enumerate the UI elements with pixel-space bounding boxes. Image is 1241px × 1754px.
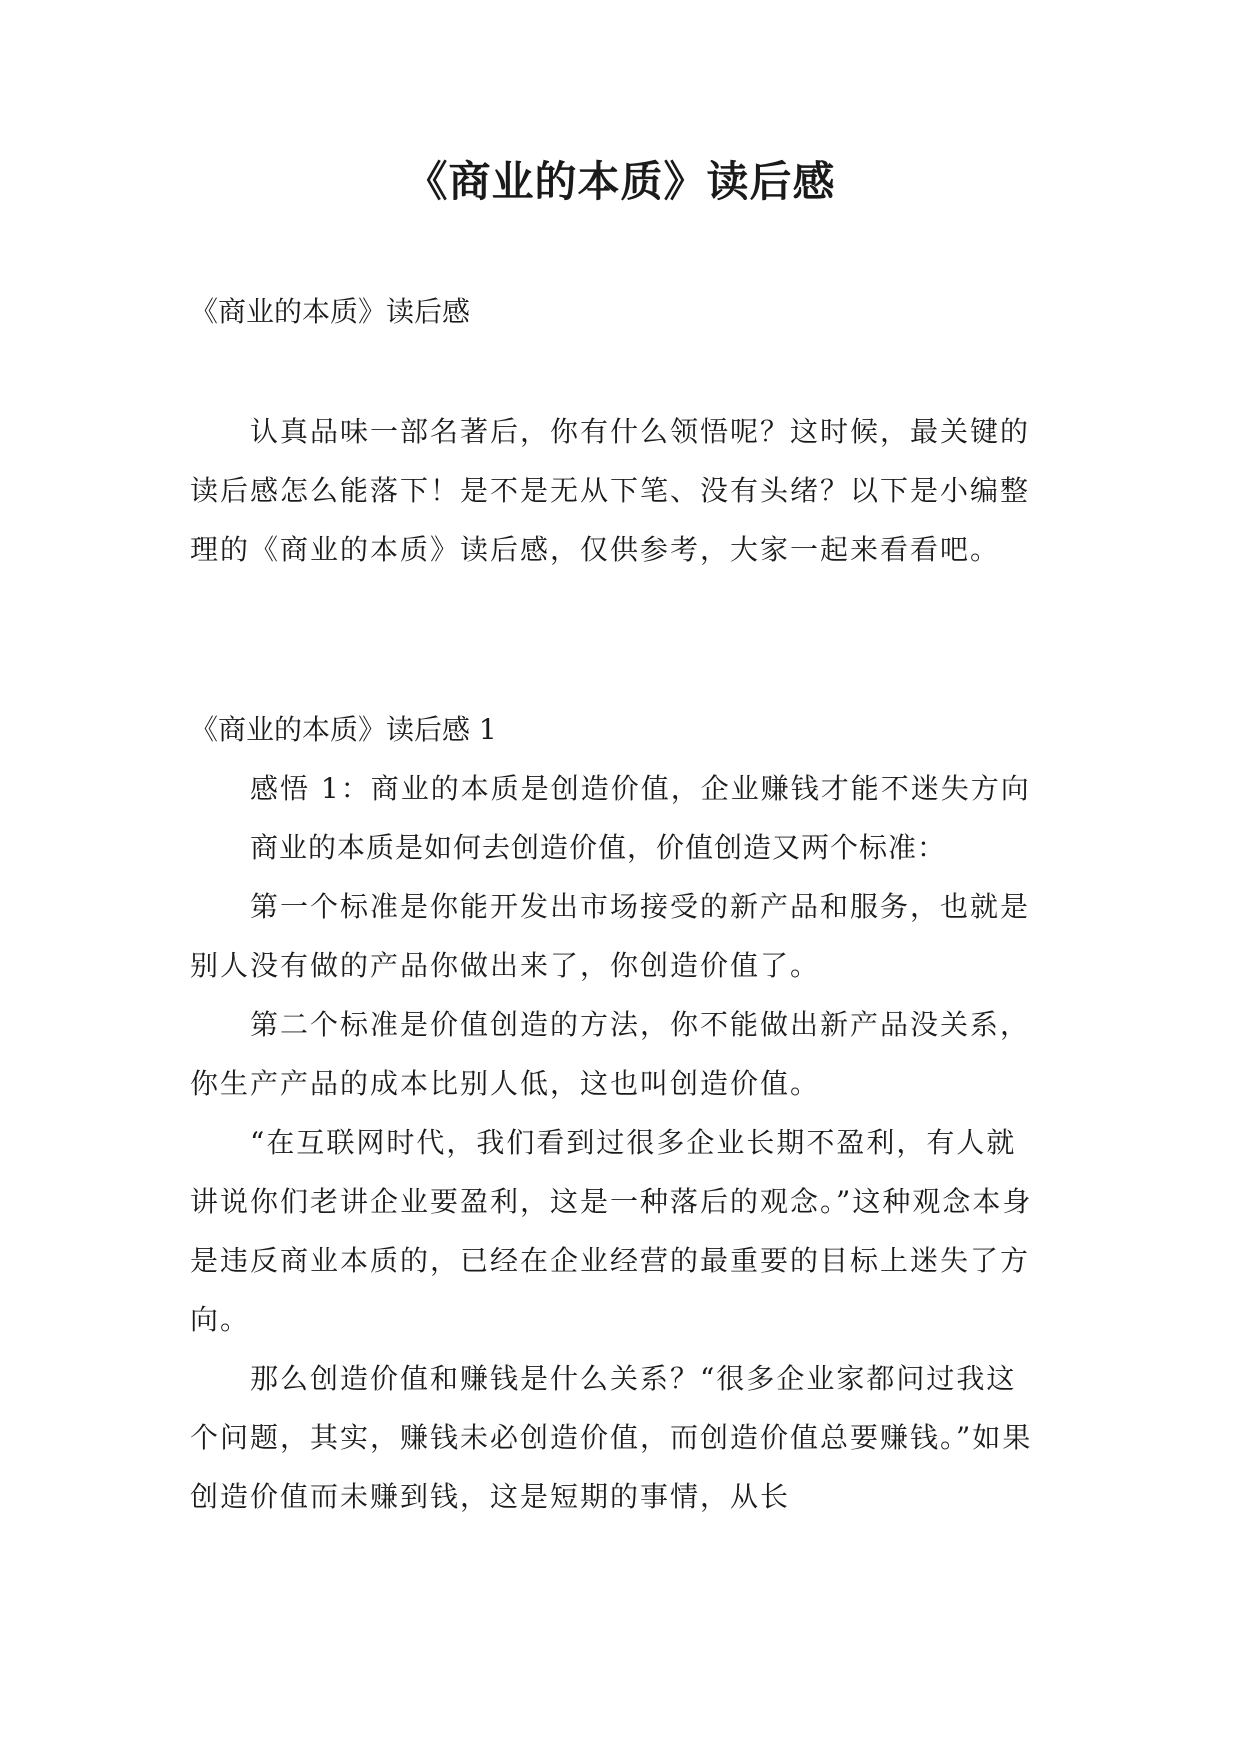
intro-paragraph: 认真品味一部名著后，你有什么领悟呢？这时候，最关键的读后感怎么能落下！是不是无从下笔、没有头绪？以下是小编整理的《商业的本质》读后感，仅供参考，大家一起来看看吧。 bbox=[190, 415, 1031, 566]
body-paragraph: 第二个标准是价值创造的方法，你不能做出新产品没关系，你生产产品的成本比别人低，这也叫创造价值。 bbox=[190, 1008, 1031, 1100]
body-paragraph: “在互联网时代，我们看到过很多企业长期不盈利，有人就讲说你们老讲企业要盈利，这是一种落后的观念。”这种观念本身是违反商业本质的，已经在企业经营的最重要的目标上迷失了方向。 bbox=[190, 1126, 1033, 1336]
body-paragraph: 那么创造价值和赚钱是什么关系？“很多企业家都问过我这个问题，其实，赚钱未必创造价值，而创造价值总要赚钱。”如果创造价值而未赚到钱，这是短期的事情，从长 bbox=[190, 1362, 1033, 1513]
section-body bbox=[190, 759, 1045, 1526]
body-paragraph: 感悟 1：商业的本质是创造价值，企业赚钱才能不迷失方向 bbox=[250, 772, 1031, 805]
section-heading: 《商业的本质》读后感 1 bbox=[190, 713, 497, 746]
document-subtitle: 《商业的本质》读后感 bbox=[190, 295, 471, 328]
body-paragraph: 商业的本质是如何去创造价值，价值创造又两个标准： bbox=[250, 831, 947, 864]
document-title: 《商业的本质》读后感 bbox=[405, 157, 836, 206]
body-paragraph: 第一个标准是你能开发出市场接受的新产品和服务，也就是别人没有做的产品你做出来了，你创造价值了。 bbox=[190, 890, 1031, 982]
